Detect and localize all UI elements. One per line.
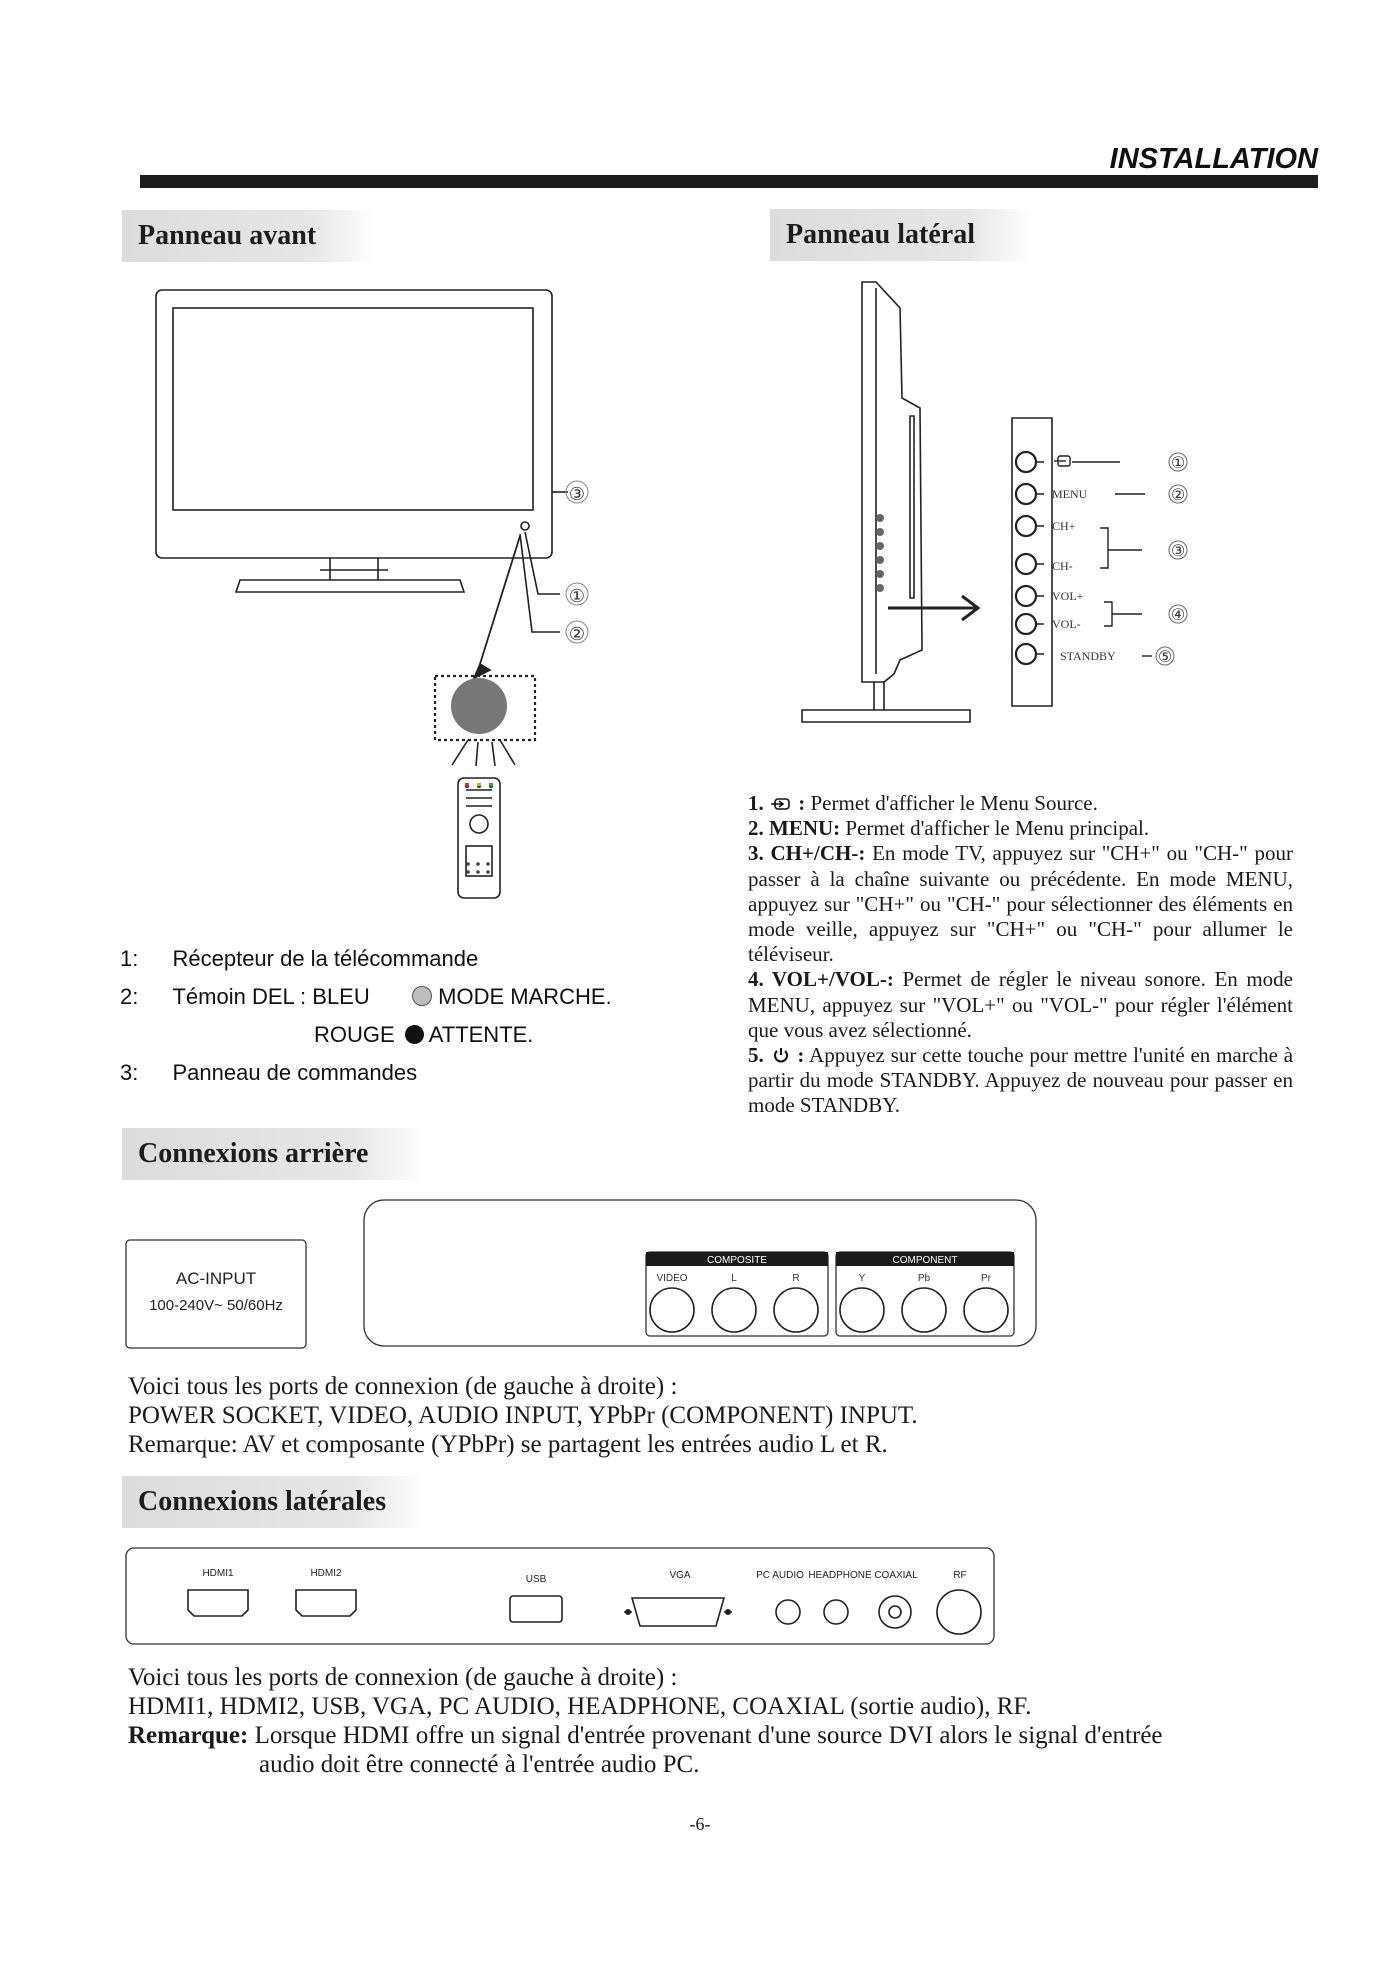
side-callout-1: ①	[1170, 453, 1186, 472]
side-callout-2: ②	[1170, 485, 1186, 504]
description-text: Permet d'afficher le Menu principal.	[845, 816, 1150, 841]
header-rule	[140, 175, 1318, 188]
side-connections-text	[128, 1663, 1163, 1779]
description-item-5: 5. : Appuyez sur cette touche pour mettre l'unité en marche à partir du mode STANDBY. Appuyez de nouveau pour passer en mode STANDBY.	[748, 1043, 1294, 1118]
side-label-menu: MENU	[1052, 487, 1088, 501]
port-label-r: R	[792, 1273, 800, 1284]
description-item-1: 1. : Permet d'afficher le Menu Source.	[748, 791, 1098, 815]
port-label-l: L	[731, 1273, 737, 1284]
ac-input-spec: 100-240V~ 50/60Hz	[149, 1297, 283, 1314]
remark-label: Remarque:	[128, 1722, 249, 1749]
ac-input-label: AC-INPUT	[175, 1269, 257, 1288]
port-label-pb: Pb	[917, 1273, 931, 1284]
port-label-pc-audio: PC AUDIO	[756, 1570, 804, 1581]
section-heading-side-panel: Panneau latéral	[770, 209, 1034, 261]
side-label-ch-minus: CH-	[1052, 559, 1073, 573]
port-label-vga: VGA	[669, 1570, 691, 1581]
description-text: En mode TV, appuyez sur "CH+" ou "CH-" pour passer à la chaîne suivante ou précédente. En mode MENU, appuyez sur "CH+" ou "CH-" pour sélectionner des éléments en mode veille, appuyez sur "CH+" ou "CH-" pour allumer le téléviseur.	[748, 841, 1293, 967]
composite-label: COMPOSITE	[706, 1255, 768, 1266]
legend-mode-on	[412, 984, 612, 1010]
component-label: COMPONENT	[892, 1255, 958, 1266]
description-item-4	[748, 967, 1293, 1043]
description-text: Permet d'afficher le Menu Source.	[810, 791, 1098, 815]
legend-text: Panneau de commandes	[172, 1060, 418, 1085]
legend-number: 3:	[120, 1060, 139, 1085]
side-panel-diagram	[790, 278, 1210, 738]
led-red-indicator-icon	[405, 1025, 424, 1044]
power-icon	[770, 1046, 792, 1064]
legend-text: ATTENTE.	[428, 1022, 534, 1047]
side-label-vol-minus: VOL-	[1052, 617, 1081, 631]
port-label-hdmi2: HDMI2	[310, 1568, 342, 1579]
description-label: 3. CH+/CH-:	[748, 841, 866, 866]
side-callout-5: ⑤	[1157, 647, 1173, 666]
rear-text-line-2: POWER SOCKET, VIDEO, AUDIO INPUT, YPbPr (COMPONENT) INPUT.	[128, 1402, 918, 1429]
description-label: 4. VOL+/VOL-:	[748, 967, 894, 992]
legend-item-2	[120, 984, 370, 1010]
side-label-ch-plus: CH+	[1052, 519, 1076, 533]
side-text-line-2: HDMI1, HDMI2, USB, VGA, PC AUDIO, HEADPHONE, COAXIAL (sortie audio), RF.	[128, 1693, 1032, 1720]
side-text-remark-continued: audio doit être connecté à l'entrée audio PC.	[259, 1751, 700, 1778]
section-heading-rear-connections: Connexions arrière	[122, 1128, 428, 1180]
legend-text: Récepteur de la télécommande	[172, 946, 479, 971]
rear-text-line-3: Remarque: AV et composante (YPbPr) se partagent les entrées audio L et R.	[128, 1431, 888, 1458]
page-number: -6-	[689, 1814, 711, 1834]
legend-item-1	[120, 946, 478, 972]
rear-connections-diagram	[120, 1192, 1040, 1352]
port-label-pr: Pr	[981, 1273, 991, 1284]
description-item-2	[748, 816, 1293, 841]
section-heading-front-panel: Panneau avant	[122, 210, 376, 262]
port-label-rf: RF	[953, 1570, 967, 1581]
side-panel-description	[748, 791, 1293, 1119]
page-header-title: INSTALLATION	[1109, 143, 1318, 175]
callout-1: ①	[568, 586, 586, 607]
description-number: 5.	[748, 1043, 764, 1068]
description-text: Permet de régler le niveau sonore. En mode MENU, appuyez sur "VOL+" ou "VOL-" pour régler l'élément que vous avez sélectionné.	[748, 967, 1293, 1042]
callout-3: ③	[568, 484, 586, 505]
source-input-icon	[769, 796, 793, 812]
description-text: Appuyez sur cette touche pour mettre l'unité en marche à partir du mode STANDBY. Appuyez de nouveau pour passer en mode STANDBY.	[748, 1043, 1294, 1118]
callout-2: ②	[568, 624, 586, 645]
front-panel-diagram	[140, 280, 640, 910]
port-label-headphone: HEADPHONE	[808, 1570, 872, 1581]
description-item-3	[748, 841, 1293, 967]
port-label-y: Y	[858, 1273, 866, 1284]
side-text-remark	[128, 1721, 1163, 1750]
description-number: 1.	[748, 791, 764, 815]
legend-mode-standby	[314, 1022, 533, 1048]
rear-text-line-1: Voici tous les ports de connexion (de gauche à droite) :	[128, 1373, 678, 1400]
section-heading-side-connections: Connexions latérales	[122, 1476, 428, 1528]
led-blue-indicator-icon	[412, 986, 432, 1006]
legend-text: MODE MARCHE.	[438, 984, 612, 1009]
port-label-video: VIDEO	[656, 1273, 688, 1284]
side-label-standby: STANDBY	[1060, 649, 1116, 663]
remark-text: Lorsque HDMI offre un signal d'entrée provenant d'une source DVI alors le signal d'entrée	[254, 1722, 1163, 1749]
legend-text: ROUGE	[314, 1022, 395, 1047]
side-connections-diagram	[124, 1546, 1004, 1652]
side-callout-3: ③	[1170, 541, 1186, 560]
port-label-usb: USB	[525, 1574, 547, 1585]
side-text-line-1: Voici tous les ports de connexion (de gauche à droite) :	[128, 1664, 678, 1691]
legend-number: 1:	[120, 946, 139, 971]
rear-connections-text	[128, 1372, 918, 1459]
side-callout-4: ④	[1170, 605, 1186, 624]
side-label-vol-plus: VOL+	[1052, 589, 1084, 603]
description-label: 2. MENU:	[748, 816, 841, 841]
legend-number: 2:	[120, 984, 139, 1009]
legend-text: Témoin DEL : BLEU	[172, 984, 370, 1009]
port-label-coaxial: COAXIAL	[874, 1570, 918, 1581]
legend-item-3	[120, 1060, 417, 1086]
port-label-hdmi1: HDMI1	[202, 1568, 234, 1579]
